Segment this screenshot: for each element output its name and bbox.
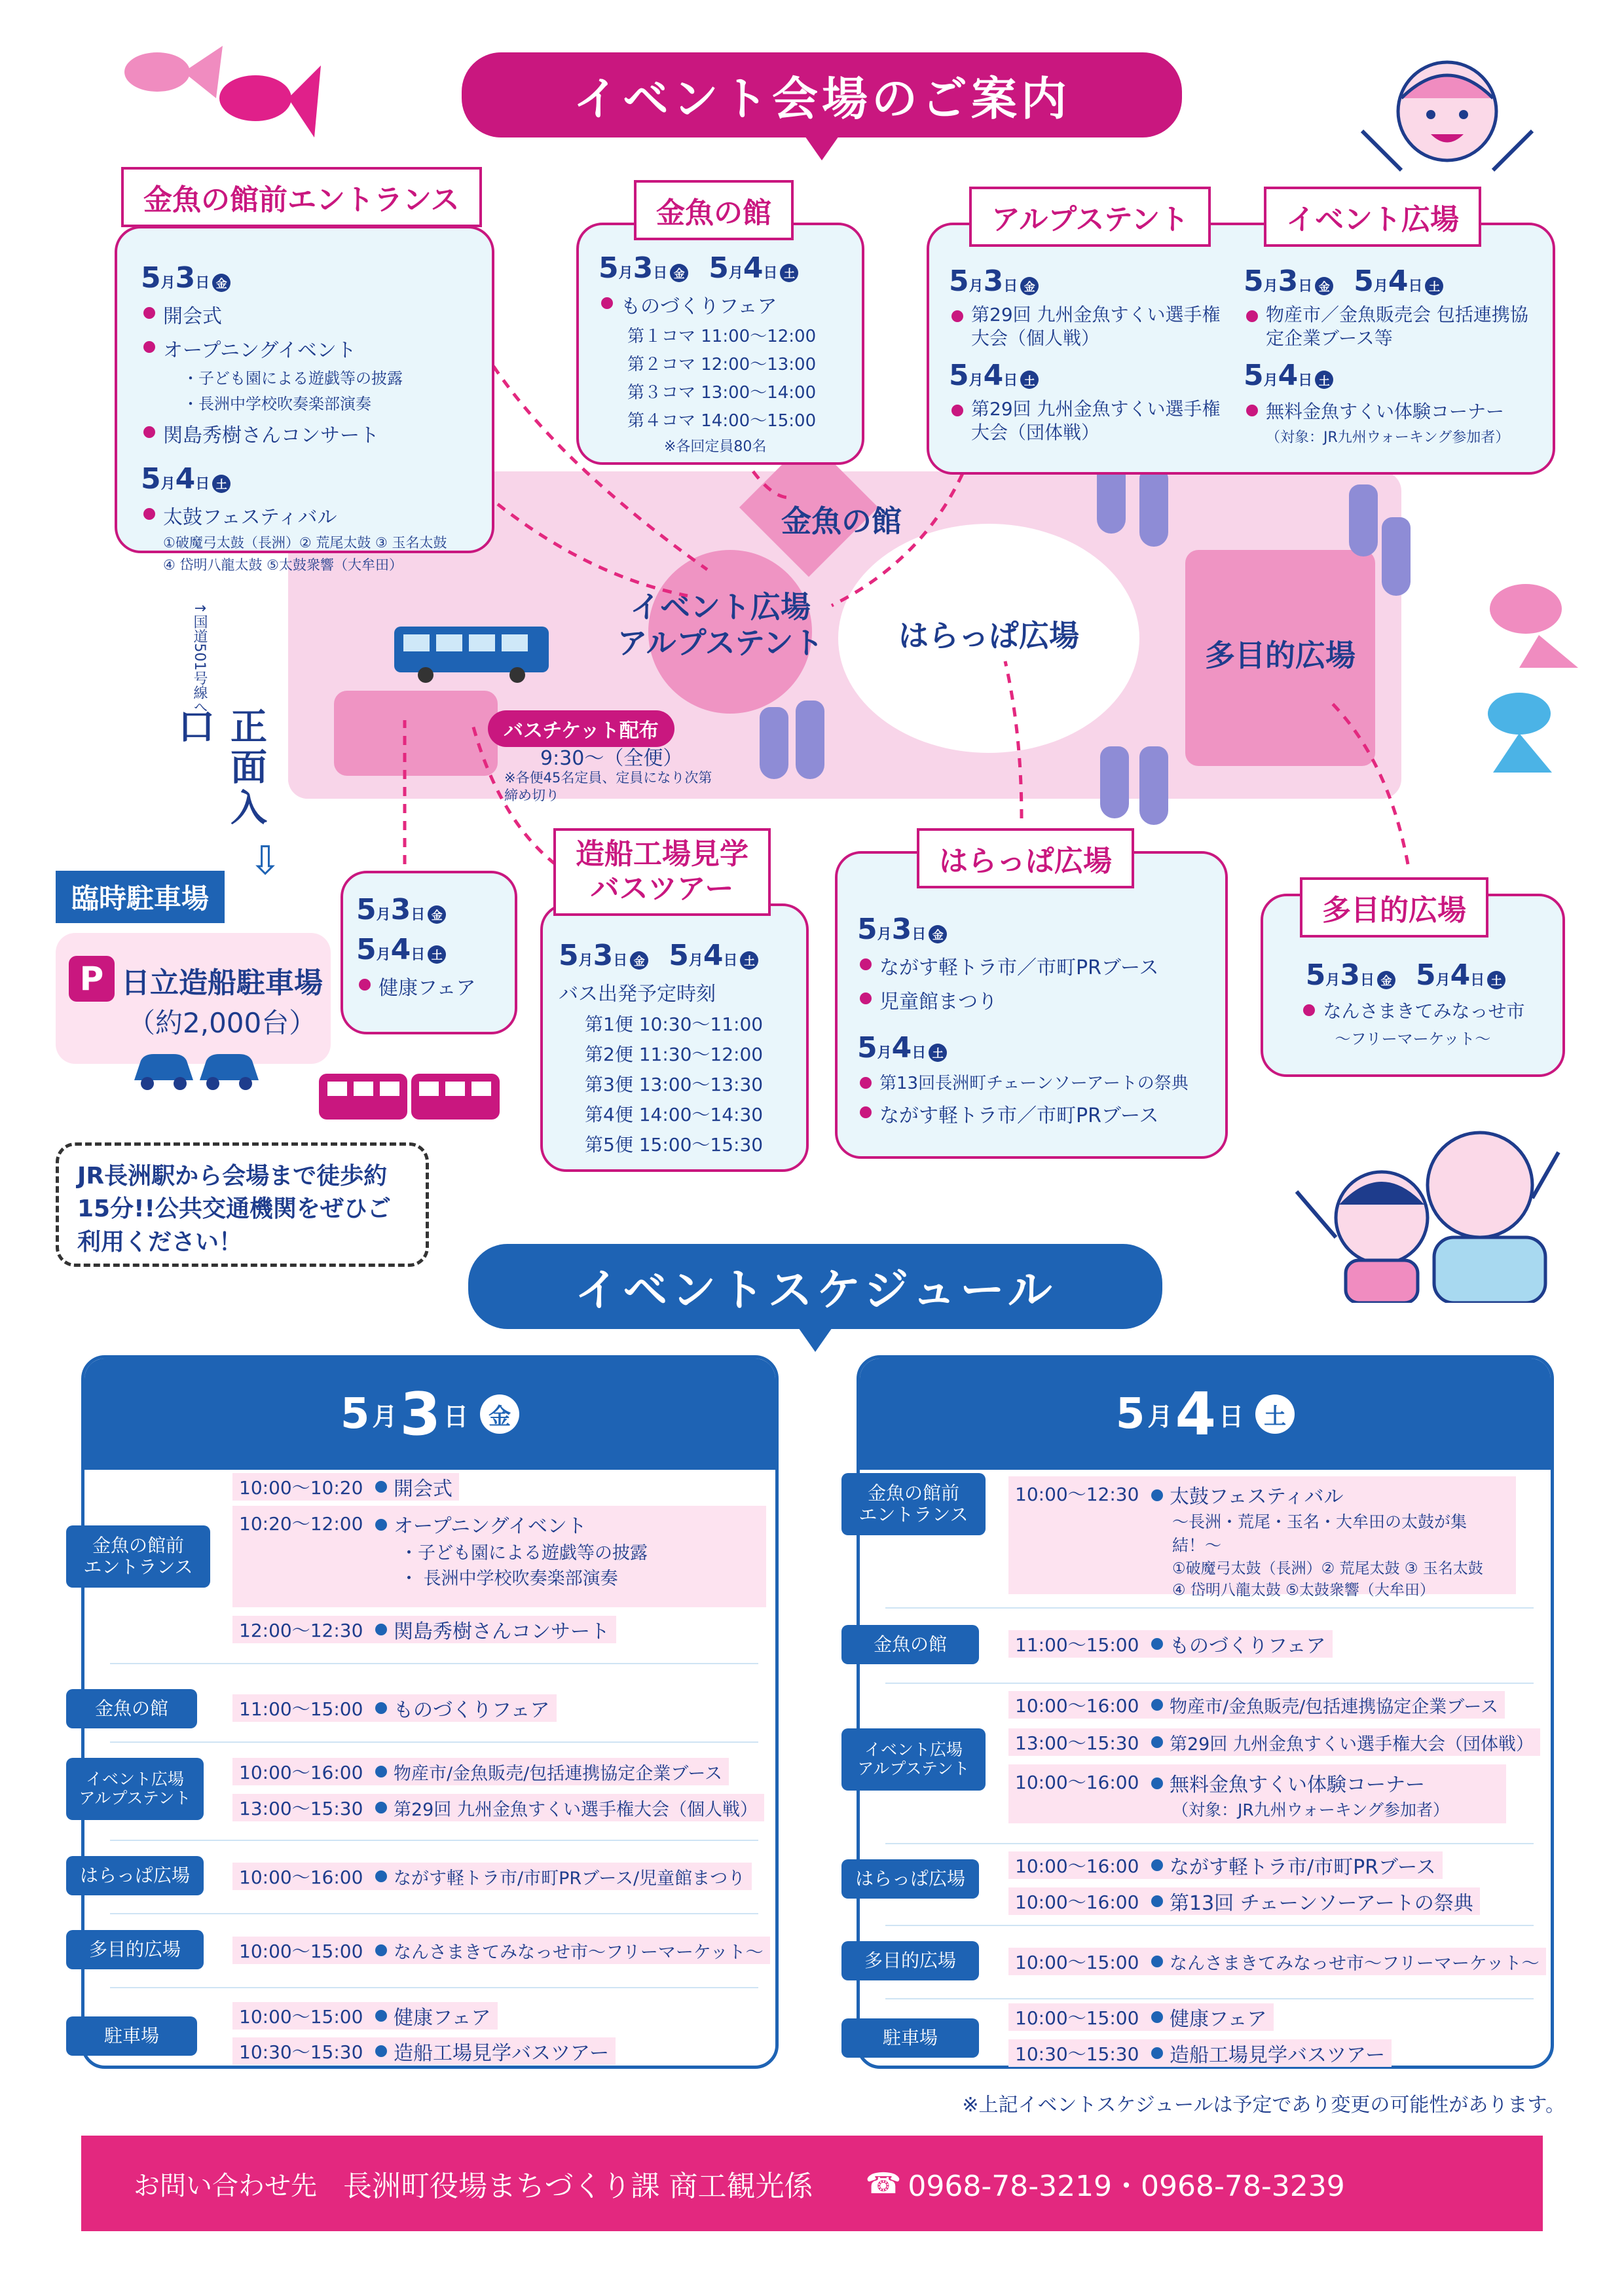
date-may3: 5 月 3 日 金	[599, 251, 688, 285]
opening-sub: ・子ども園による遊戯等の披露	[400, 1543, 648, 1563]
harappa-box	[835, 851, 1228, 1159]
kingyo-note: ※各回定員80名	[664, 439, 767, 455]
tamokuteki-item: なんさまきてみなっせ市	[1301, 997, 1524, 1023]
health-item: 健康フェア	[356, 972, 502, 1000]
tamokuteki-box-title: 多目的広場	[1300, 877, 1488, 938]
date-may4: 5 月 4 日 土	[709, 251, 798, 285]
date-may4: 5 月 4 日 土	[356, 933, 446, 966]
sched1-row: 11:00〜15:00 ものづくりフェア	[232, 1694, 557, 1722]
map-label-harappa: はらっぱ広場	[898, 618, 1079, 653]
kingyo-slot: 第４コマ 14:00〜15:00	[627, 411, 817, 431]
tamokuteki-sub: 〜フリーマーケット〜	[1335, 1030, 1491, 1048]
bus-tour-label: バス出発予定時刻	[559, 983, 716, 1006]
sched1-row: 10:00〜10:20 開会式	[232, 1473, 459, 1501]
alps-event-box	[927, 223, 1555, 475]
harappa-item: ながす軽トラ市／市町PRブース	[857, 951, 1206, 980]
date-may4: 5 月 4 日 土	[857, 1031, 947, 1065]
bus-ticket-label: バスチケット配布	[488, 710, 674, 747]
sched2-block-taiko: 10:00〜12:30 太鼓フェスティバル 〜長洲・荒尾・玉名・大牟田の太鼓が集結！〜 ①破魔弓太鼓（長洲）② 荒尾太鼓 ③ 玉名太鼓 ④ 岱明八龍太鼓 ⑤太鼓衆響（大牟田）	[1008, 1476, 1516, 1594]
car-icon	[128, 1044, 265, 1097]
harappa-item: 児童館まつり	[857, 985, 1206, 1014]
separator	[110, 1840, 758, 1841]
sched2-tag-event: イベント広場 アルプステント	[841, 1728, 986, 1791]
sched1-tag-entrance: 金魚の館前 エントランス	[66, 1525, 210, 1588]
schedule-note: ※上記イベントスケジュールは予定であり変更の可能性があります。	[962, 2094, 1565, 2117]
sched2-row: 10:00〜15:00 健康フェア	[1008, 2003, 1274, 2031]
footer-label: お問い合わせ先	[134, 2170, 317, 2201]
entrance-sub: ①破魔弓太鼓（長洲）② 荒尾太鼓 ③ 玉名太鼓	[163, 535, 447, 551]
sched1-row: 10:00〜15:00 健康フェア	[232, 2002, 498, 2030]
event-item: 無料金魚すくい体験コーナー	[1244, 397, 1545, 424]
kingyo-item: ものづくりフェア	[599, 290, 842, 319]
date-may4: 5 月 4 日 土	[949, 359, 1039, 392]
event-box-title: イベント広場	[1264, 187, 1481, 247]
kingyo-slot: 第３コマ 13:00〜14:00	[627, 383, 817, 403]
footer-tel: 0968-78-3219・0968-78-3239	[908, 2170, 1345, 2203]
entrance-item: 開会式	[141, 300, 468, 329]
parking-p-icon: P	[69, 956, 115, 1002]
date-may4: 5 月 4 日 土	[669, 939, 758, 972]
bus-ticket-note: ※各便45名定員、定員になり次第締め切り	[504, 770, 712, 804]
sched1-row: 10:00〜16:00 物産市/金魚販売/包括連携協定企業ブース	[232, 1758, 729, 1785]
sched2-row: 10:00〜16:00 物産市/金魚販売/包括連携協定企業ブース	[1008, 1691, 1505, 1719]
taiko-sub: 〜長洲・荒尾・玉名・大牟田の太鼓が集結！〜	[1172, 1512, 1467, 1555]
separator	[885, 1683, 1534, 1684]
separator	[885, 1925, 1534, 1926]
sched2-row: 10:00〜16:00 ながす軽トラ市/市町PRブース	[1008, 1851, 1443, 1879]
parking-title: 臨時駐車場	[56, 871, 225, 923]
parking-name: 日立造船駐車場	[121, 966, 323, 1000]
harappa-item: 第13回長洲町チェーンソーアートの祭典	[857, 1070, 1206, 1094]
entrance-box	[115, 226, 494, 573]
separator	[885, 1998, 1534, 1999]
sched1-row: 13:00〜15:30 第29回 九州金魚すくい選手権大会（個人戦）	[232, 1794, 764, 1821]
opening-sub: ・ 長洲中学校吹奏楽部演奏	[400, 1569, 618, 1589]
sched1-tag-parking: 駐車場	[66, 2016, 197, 2056]
footer	[81, 2136, 1543, 2231]
sched2-row: 13:00〜15:30 第29回 九州金魚すくい選手権大会（団体戦）	[1008, 1728, 1540, 1756]
sched1-row: 12:00〜12:30 関島秀樹さんコンサート	[232, 1616, 616, 1643]
entrance-item: 関島秀樹さんコンサート	[141, 419, 468, 448]
entrance-sub: ④ 岱明八龍太鼓 ⑤太鼓衆響（大牟田）	[163, 557, 403, 573]
taiko-sub: ④ 岱明八龍太鼓 ⑤太鼓衆響（大牟田）	[1172, 1582, 1435, 1599]
date-may3: 5 月 3 日 金	[356, 893, 446, 926]
separator	[885, 1607, 1534, 1609]
bus-slot: 第3便 13:00〜13:30	[585, 1074, 764, 1095]
sched1-block-opening: 10:20〜12:00 オープニングイベント ・子ども園による遊戯等の披露 ・ 長洲中学校吹奏楽部演奏	[232, 1506, 766, 1607]
bus-tour-box	[540, 903, 809, 1172]
schedule-day2-header: 5 月 4 日 土	[860, 1358, 1551, 1470]
map-label-kingyo: 金魚の館	[781, 503, 902, 539]
date-may4: 5 月 4 日 土	[1244, 359, 1333, 392]
entrance-item: 太鼓フェスティバル	[141, 501, 468, 530]
map-label-event: イベント広場 アルプステント	[617, 589, 824, 661]
entrance-arrow-icon: ⇩	[249, 838, 282, 884]
map-label-tamokuteki: 多目的広場	[1205, 638, 1356, 673]
health-box	[341, 871, 517, 1034]
bus-tour-title: 造船工場見学 バスツアー	[553, 828, 771, 916]
separator	[110, 1741, 758, 1743]
sched2-row: 10:00〜16:00 第13回 チェーンソーアートの祭典	[1008, 1887, 1480, 1915]
road-label: ↑国道501号線へ	[191, 602, 208, 714]
sched2-row: 11:00〜15:00 ものづくりフェア	[1008, 1630, 1333, 1658]
separator	[110, 1913, 758, 1914]
sched2-tag-parking: 駐車場	[841, 2018, 979, 2058]
parking-count: （約2,000台）	[128, 1007, 317, 1039]
alps-box-title: アルプステント	[969, 187, 1211, 247]
date-may3: 5 月 3 日 金	[1306, 958, 1395, 992]
bus-slot: 第1便 10:30〜11:00	[585, 1013, 764, 1035]
dow-badge: 土	[1255, 1394, 1295, 1434]
event-item: 物産市／金魚販売会 包括連携協定企業ブース等	[1244, 303, 1545, 351]
date-may4: 5 月 4 日 土	[1354, 264, 1443, 298]
sched1-row: 10:00〜16:00 ながす軽トラ市/市町PRブース/児童館まつり	[232, 1863, 752, 1890]
sched1-tag-tamokuteki: 多目的広場	[66, 1930, 204, 1969]
kingyo-box-title: 金魚の館	[634, 180, 794, 240]
separator	[110, 1987, 758, 1988]
jr-note: JR長洲駅から会場まで徒歩約15分!!公共交通機関をぜひご利用ください！	[56, 1142, 429, 1267]
entrance-box-title: 金魚の館前エントランス	[121, 167, 482, 227]
alps-item: 第29回 九州金魚すくい選手権大会（個人戦）	[949, 303, 1230, 351]
bus-slot: 第5便 15:00〜15:30	[585, 1134, 764, 1156]
train-icon	[318, 1061, 501, 1126]
schedule-title-tail	[797, 1326, 834, 1352]
date-may3: 5 月 3 日 金	[1244, 264, 1333, 298]
sched2-tag-kingyo: 金魚の館	[841, 1625, 979, 1664]
event-sub: （対象：JR九州ウォーキング参加者）	[1266, 429, 1510, 446]
separator	[885, 1843, 1534, 1844]
entrance-item: オープニングイベント	[141, 334, 468, 363]
sched2-block-kingyo: 10:00〜16:00 無料金魚すくい体験コーナー （対象：JR九州ウォーキング参加者）	[1008, 1764, 1506, 1823]
sched2-tag-entrance: 金魚の館前 エントランス	[841, 1473, 986, 1535]
main-entrance-label: 正面入口	[172, 707, 267, 829]
sched1-tag-harappa: はらっぱ広場	[66, 1856, 204, 1895]
kingyo-slot: 第１コマ 11:00〜12:00	[627, 327, 817, 346]
date-may3: 5 月 3 日 金	[949, 264, 1039, 298]
entrance-sub: ・子ども園による遊戯等の披露	[183, 369, 403, 388]
sched2-tag-harappa: はらっぱ広場	[841, 1859, 979, 1899]
sched1-row: 10:00〜15:00 なんさまきてみなっせ市〜フリーマーケット〜	[232, 1937, 770, 1964]
kingyo-slot: 第２コマ 12:00〜13:00	[627, 355, 817, 374]
date-may4: 5 月 4 日 土	[141, 462, 231, 496]
schedule-title: イベントスケジュール	[468, 1244, 1162, 1329]
sched1-row: 10:30〜15:30 造船工場見学バスツアー	[232, 2037, 616, 2065]
sched1-tag-event: イベント広場 アルプステント	[66, 1758, 204, 1820]
dow-badge: 金	[480, 1394, 519, 1434]
bus-slot: 第4便 14:00〜14:30	[585, 1104, 764, 1125]
venue-title: イベント会場のご案内	[462, 52, 1182, 137]
harappa-item: ながす軽トラ市／市町PRブース	[857, 1099, 1206, 1128]
schedule-day1-header: 5 月 3 日 金	[84, 1358, 775, 1470]
date-may3: 5 月 3 日 金	[559, 939, 648, 972]
taiko-sub: ①破魔弓太鼓（長洲）② 荒尾太鼓 ③ 玉名太鼓	[1172, 1560, 1483, 1577]
phone-icon: ☎	[865, 2166, 902, 2200]
date-may3: 5 月 3 日 金	[141, 261, 231, 295]
bus-ticket-time: 9:30〜（全便）	[540, 747, 683, 770]
sched2-row: 10:30〜15:30 造船工場見学バスツアー	[1008, 2039, 1392, 2067]
bus-slot: 第2便 11:30〜12:00	[585, 1044, 764, 1065]
kingyo-box	[576, 223, 864, 465]
separator	[110, 1663, 758, 1664]
sched1-tag-kingyo: 金魚の館	[66, 1689, 197, 1728]
harappa-box-title: はらっぱ広場	[917, 828, 1134, 888]
sched2-tag-tamokuteki: 多目的広場	[841, 1941, 979, 1980]
alps-item: 第29回 九州金魚すくい選手権大会（団体戦）	[949, 397, 1230, 445]
date-may3: 5 月 3 日 金	[857, 913, 947, 946]
kingyo-sub: （対象：JR九州ウォーキング参加者）	[1172, 1800, 1449, 1819]
sched2-row: 10:00〜15:00 なんさまきてみなっせ市〜フリーマーケット〜	[1008, 1948, 1546, 1975]
entrance-sub: ・長洲中学校吹奏楽部演奏	[183, 395, 371, 413]
date-may4: 5 月 4 日 土	[1416, 958, 1505, 992]
footer-org: 長洲町役場まちづくり課 商工観光係	[343, 2170, 813, 2203]
